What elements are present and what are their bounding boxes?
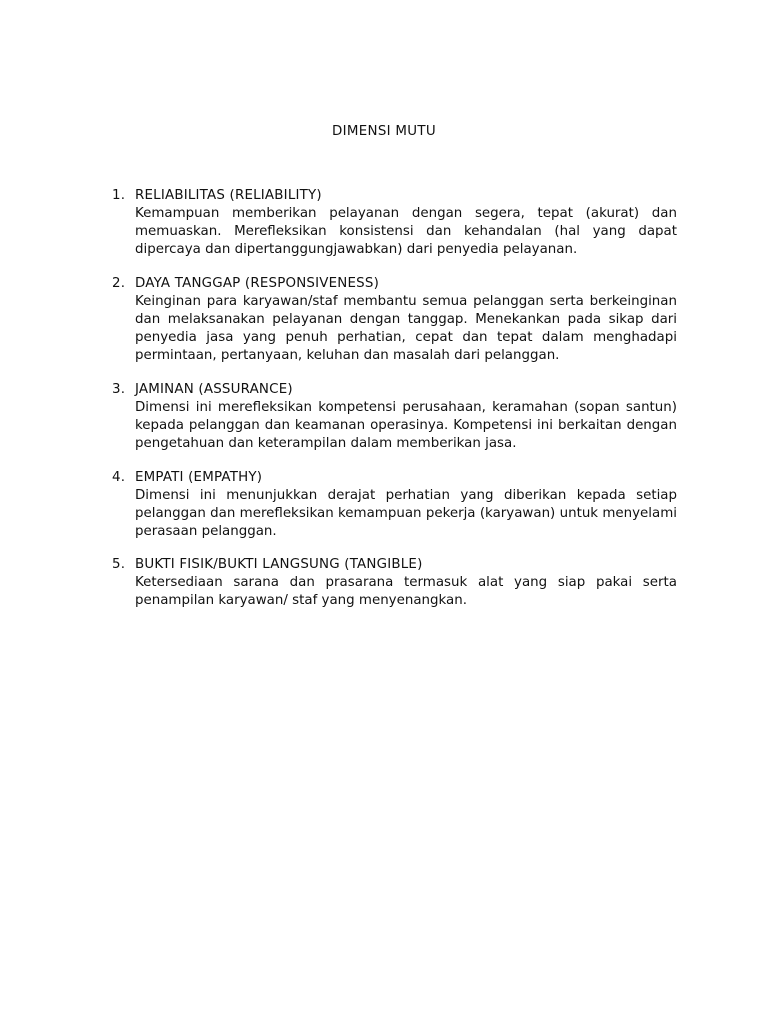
- item-number: 4.: [112, 470, 126, 485]
- item-description: Ketersediaan sarana dan prasarana termasuk alat yang siap pakai serta penampilan karyawan/ staf yang menyenangkan.: [135, 575, 677, 608]
- item-heading-row: [112, 469, 677, 487]
- item-description: Dimensi ini menunjukkan derajat perhatian yang diberikan kepada setiap pelanggan dan merefleksikan kemampuan pekerja (karyawan) untuk menyelami perasaan pelanggan.: [135, 488, 677, 539]
- item-description: Kemampuan memberikan pelayanan dengan segera, tepat (akurat) dan memuaskan. Merefleksikan konsistensi dan kehandalan (hal yang dapat dipercaya dan dipertanggungjawabkan) dari penyedia pelayanan.: [135, 206, 677, 257]
- list-item: [112, 187, 677, 259]
- item-heading: JAMINAN (ASSURANCE): [135, 382, 293, 397]
- list-item: [112, 556, 677, 610]
- item-heading-row: [112, 275, 677, 293]
- item-number: 3.: [112, 382, 126, 397]
- item-description: Keinginan para karyawan/staf membantu semua pelanggan serta berkeinginan dan melaksanakan pelayanan dengan tanggap. Menekankan pada sikap dari penyedia jasa yang penuh perhatian, cepat dan tepat dalam menghadapi permintaan, pertanyaan, keluhan dan masalah dari pelanggan.: [135, 294, 677, 363]
- item-number: 2.: [112, 276, 126, 291]
- item-heading-row: [112, 556, 677, 574]
- item-heading: BUKTI FISIK/BUKTI LANGSUNG (TANGIBLE): [135, 557, 423, 572]
- item-number: 5.: [112, 557, 126, 572]
- item-heading-row: [112, 187, 677, 205]
- item-heading: EMPATI (EMPATHY): [135, 470, 263, 485]
- item-heading-row: [112, 381, 677, 399]
- item-description: Dimensi ini merefleksikan kompetensi perusahaan, keramahan (sopan santun) kepada pelanggan dan keamanan operasinya. Kompetensi ini berkaitan dengan pengetahuan dan keterampilan dalam memberikan jasa.: [135, 400, 677, 451]
- list-item: [112, 275, 677, 365]
- item-heading: DAYA TANGGAP (RESPONSIVENESS): [135, 276, 380, 291]
- item-number: 1.: [112, 188, 126, 203]
- item-heading: RELIABILITAS (RELIABILITY): [135, 188, 322, 203]
- document-title: DIMENSI MUTU: [332, 124, 436, 139]
- list-item: [112, 469, 677, 541]
- list-item: [112, 381, 677, 453]
